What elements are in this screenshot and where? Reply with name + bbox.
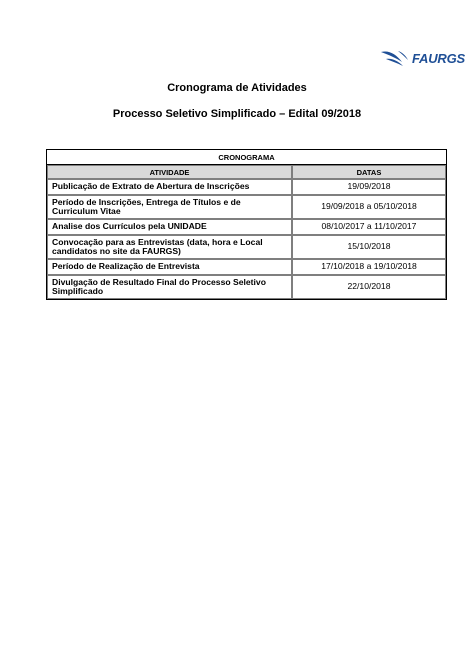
column-header-activity: ATIVIDADE — [47, 165, 292, 179]
dates-cell: 15/10/2018 — [292, 235, 446, 259]
table-row — [47, 275, 446, 299]
dates-cell: 22/10/2018 — [292, 275, 446, 299]
table-row — [47, 259, 446, 275]
dates-cell: 17/10/2018 a 19/10/2018 — [292, 259, 446, 275]
activity-cell: Analise dos Currículos pela UNIDADE — [47, 219, 292, 235]
table-row — [47, 195, 446, 219]
page-subtitle: Processo Seletivo Simplificado – Edital 09/2018 — [112, 108, 362, 120]
schedule-table — [46, 149, 447, 300]
dates-cell: 08/10/2017 a 11/10/2017 — [292, 219, 446, 235]
page-title: Cronograma de Atividades — [167, 82, 307, 94]
activity-cell: Convocação para as Entrevistas (data, hora e Local candidatos no site da FAURGS) — [47, 235, 292, 259]
activity-cell: Divulgação de Resultado Final do Processo Seletivo Simplificado — [47, 275, 292, 299]
dates-cell: 19/09/2018 a 05/10/2018 — [292, 195, 446, 219]
logo-text: FAURGS — [412, 50, 465, 66]
table-row — [47, 219, 446, 235]
table-caption: CRONOGRAMA — [47, 150, 446, 165]
dates-cell: 19/09/2018 — [292, 179, 446, 195]
table-row — [47, 179, 446, 195]
table-row — [47, 235, 446, 259]
activity-cell: Publicação de Extrato de Abertura de Inscrições — [47, 179, 292, 195]
activity-cell: Período de Inscrições, Entrega de Títulos e de Curriculum Vitae — [47, 195, 292, 219]
column-header-dates: DATAS — [292, 165, 446, 179]
activity-cell: Período de Realização de Entrevista — [47, 259, 292, 275]
faurgs-logo — [380, 48, 465, 68]
faurgs-bird-logo-icon — [380, 48, 410, 68]
